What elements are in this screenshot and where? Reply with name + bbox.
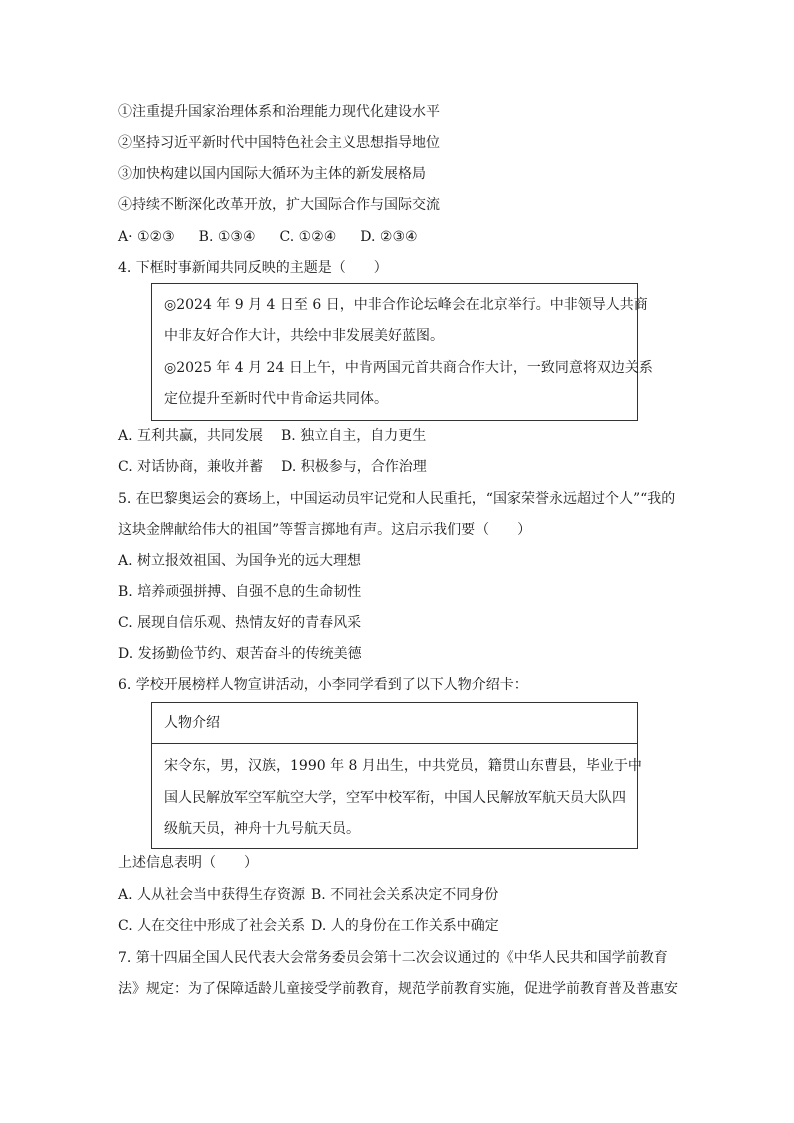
q4-choice-row-1 — [118, 426, 426, 446]
q6-choice-d: D. 人的身份在工作关系中确定 — [311, 918, 499, 934]
q6-choice-row-2 — [118, 916, 499, 936]
q3-choice-b: B. ①③④ — [198, 229, 256, 245]
q4-news-line-3: ◎2025 年 4 月 24 日上午，中肯两国元首共商合作大计，一致同意将双边关系 — [164, 360, 653, 376]
q6-stem: 6. 学校开展榜样人物宣讲活动，小李同学看到了以下人物介绍卡： — [118, 677, 528, 693]
q5-choice-a: A. 树立报效祖国、为国争光的远大理想 — [118, 553, 362, 569]
q3-option-3: ③加快构建以国内国际大循环为主体的新发展格局 — [118, 166, 426, 182]
q6-card-divider — [152, 743, 637, 744]
q5-choice-c: C. 展现自信乐观、热情友好的青春风采 — [118, 615, 362, 631]
q3-choice-a: A· ①②③ — [118, 229, 175, 245]
q5-choice-b: B. 培养顽强拼搏、自强不息的生命韧性 — [118, 584, 362, 600]
q6-card-line-2: 国人民解放军空军航空大学，空军中校军衔，中国人民解放军航天员大队四 — [164, 790, 626, 806]
q3-choices — [118, 227, 418, 247]
q4-choice-c: C. 对话协商，兼收并蓄 — [118, 459, 264, 475]
q6-person-card — [151, 702, 642, 849]
q6-choice-b: B. 不同社会关系决定不同身份 — [311, 887, 499, 903]
q4-choice-a: A. 互利共赢，共同发展 — [118, 428, 264, 444]
q3-option-2: ②坚持习近平新时代中国特色社会主义思想指导地位 — [118, 135, 440, 151]
q3-choice-d: D. ②③④ — [360, 229, 418, 245]
q4-choice-b: B. 独立自主，自力更生 — [281, 428, 427, 444]
q5-stem-line-1: 5. 在巴黎奥运会的赛场上，中国运动员牢记党和人民重托，“国家荣誉永远超过个人”“我的 — [118, 491, 676, 507]
q3-choice-c: C. ①②④ — [279, 229, 337, 245]
q6-card-line-3: 级航天员，神舟十九号航天员。 — [164, 821, 360, 837]
q6-question: 上述信息表明（ ） — [118, 855, 258, 871]
q6-choice-row-1 — [118, 885, 498, 905]
q6-card-line-1: 宋令东，男，汉族，1990 年 8 月出生，中共党员，籍贯山东曹县，毕业于中 — [164, 758, 642, 774]
q4-news-line-1: ◎2024 年 9 月 4 日至 6 日，中非合作论坛峰会在北京举行。中非领导人共商 — [164, 297, 648, 313]
q6-card-title: 人物介绍 — [164, 715, 220, 731]
q4-news-line-4: 定位提升至新时代中肯命运共同体。 — [164, 391, 388, 407]
q7-stem-line-1: 7. 第十四届全国人民代表大会常务委员会第十二次会议通过的《中华人民共和国学前教育 — [118, 950, 668, 966]
q4-choice-row-2 — [118, 457, 427, 477]
q4-news-box — [151, 283, 653, 421]
q7-stem-line-2: 法》规定：为了保障适龄儿童接受学前教育，规范学前教育实施，促进学前教育普及普惠安 — [118, 981, 678, 997]
q4-choice-d: D. 积极参与，合作治理 — [281, 459, 427, 475]
q5-stem-line-2: 这块金牌献给伟大的祖国”等誓言掷地有声。这启示我们要（ ） — [118, 522, 532, 538]
q6-choice-c: C. 人在交往中形成了社会关系 — [118, 918, 306, 934]
q5-choice-d: D. 发扬勤俭节约、艰苦奋斗的传统美德 — [118, 646, 362, 662]
q6-choice-a: A. 人从社会当中获得生存资源 — [118, 887, 306, 903]
q3-option-4: ④持续不断深化改革开放，扩大国际合作与国际交流 — [118, 197, 440, 213]
q4-news-line-2: 中非友好合作大计，共绘中非发展美好蓝图。 — [164, 328, 444, 344]
q4-stem: 4. 下框时事新闻共同反映的主题是（ ） — [118, 260, 388, 276]
q3-option-1: ①注重提升国家治理体系和治理能力现代化建设水平 — [118, 104, 440, 120]
